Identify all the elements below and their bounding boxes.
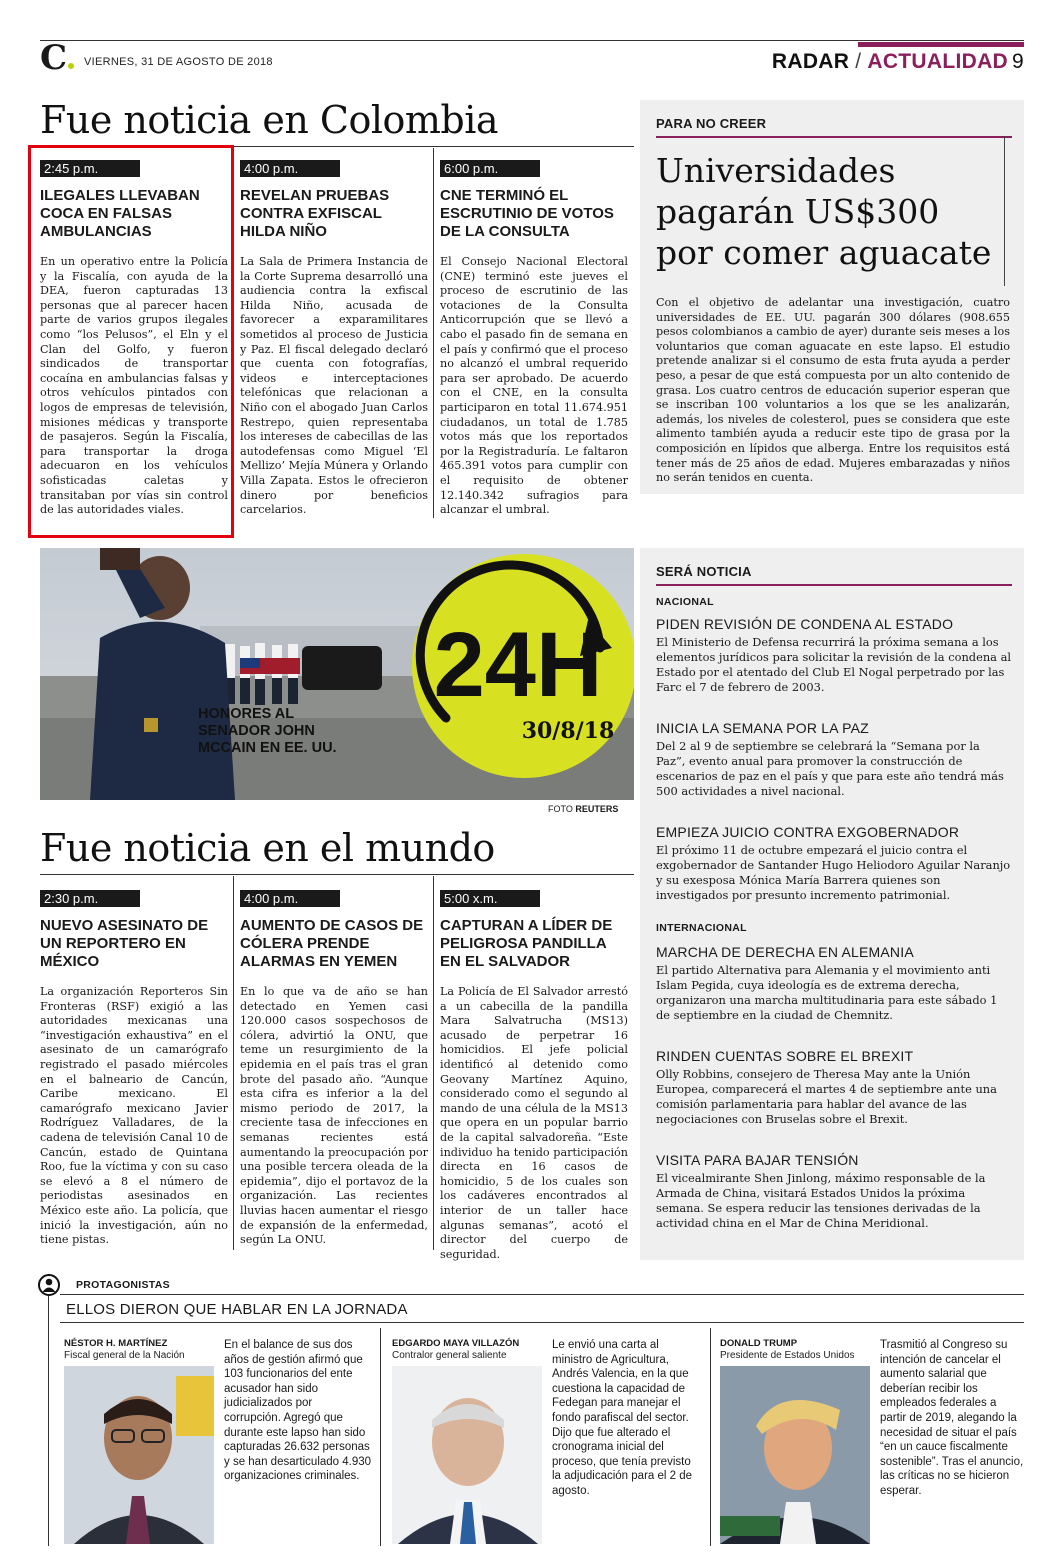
sn-body: El partido Alternativa para Alemania y el movimiento anti Islam Pegida, cuya ideología es de extrema derecha, organizaron una marcha multitudinaria para este sábado 1 de septiembre en la ciudad de Chemnitz. (656, 963, 998, 1022)
person-icon (38, 1274, 60, 1296)
internacional-label: INTERNACIONAL (656, 922, 747, 934)
sn-body: El próximo 11 de octubre empezará el juicio contra el exgobernador de Santander Hugo Heliodoro Aguilar Naranjo y su exesposa Mónica María Barrera quienes son investigados por presunto incremento patrimonial. (656, 843, 1011, 902)
story-time-badge: 5:00 x.m. (440, 890, 540, 907)
story-body: La organización Reporteros Sin Fronteras (RSF) exigió a las autoridades mexicanas una “investigación exhaustiva” en el asesinato de un camarógrafo registrado el pasado miércoles en el balneario de Cancún, Caribe mexicano. El camarógrafo mexicano Javier Rodríguez Valladares, de la cadena de televisión Canal 10 de Cancún, estado de Quintana Roo, fue la víctima y con su caso se elevó a 8 el número de periodistas asesinados en México este año. La policía, que inició la investigación, aún no tiene pistas. (40, 985, 228, 1247)
story-time-badge: 4:00 p.m. (240, 890, 340, 907)
story-headline: CAPTURAN A LÍDER DE PELIGROSA PANDILLA EN EL SALVADOR (440, 917, 613, 970)
internacional-item (656, 1048, 1012, 1127)
protagonistas-rule-2 (60, 1322, 1024, 1323)
sn-body: El vicealmirante Shen Jinlong, máximo responsable de la Armada de China, visitará Estados Unidos la próxima semana. Se espera reducir las tensiones derivadas de la actividad china en el Mar de China Meridional. (656, 1171, 986, 1230)
sera-noticia-panel (640, 548, 1024, 1260)
colombia-story-2 (240, 158, 428, 518)
nacional-item (656, 616, 1012, 695)
column-divider (233, 876, 234, 1250)
protagonistas-side-rule (48, 1296, 49, 1546)
mundo-rule (40, 874, 634, 875)
sn-headline: RINDEN CUENTAS SOBRE EL BREXIT (656, 1048, 914, 1064)
protagonist-photo (64, 1366, 214, 1544)
protagonist-role: Contralor general saliente (392, 1350, 507, 1361)
sn-headline: INICIA LA SEMANA POR LA PAZ (656, 720, 869, 736)
story-headline: ILEGALES LLEVABAN COCA EN FALSAS AMBULANCIAS (40, 187, 200, 240)
story-time-badge: 4:00 p.m. (240, 160, 340, 177)
story-body: En un operativo entre la Policía y la Fiscalía, con ayuda de la DEA, fueron capturadas 13 personas que al parecer hacen parte de varios grupos ilegales como “los Pelusos”, el Eln y el Clan del Golfo, y fueron sindicados de transportar cocaína en ambulancias falsas y otros vehículos pintados con logos de empresas de televisión, misiones médicas y transporte de pasajeros. Según la Fiscalía, para transportar la droga adecuaron en los vehículos sofisticadas caletas y transitaban por vías sin control de las autoridades viales. (40, 255, 228, 517)
protagonist-name: DONALD TRUMP (720, 1338, 798, 1349)
24h-badge-date: 30/8/18 (521, 718, 615, 744)
mundo-story-2 (240, 888, 428, 1248)
highlight-box (28, 145, 234, 538)
panel-side-rule (1004, 136, 1005, 286)
story-body: En lo que va de año se han detectado en Yemen casi 120.000 casos sospechosos de cólera, advirtió la ONU, que teme un resurgimiento de la epidemia en el país tras el gran brote del pasado año. “Aunque esta cifra es inferior a la del mismo periodo de 2017, la creciente tasa de infecciones en semanas recientes está aumentando la preocupación por una posible tercera oleada de la epidemia”, dijo el portavoz de la organización. Las recientes lluvias hacen aumentar el riesgo de expansión de la enfermedad, según La ONU. (240, 985, 428, 1247)
para-no-creer-title: Universidades pagarán US$300 por comer aguacate (656, 151, 992, 272)
sn-headline: VISITA PARA BAJAR TENSIÓN (656, 1152, 859, 1168)
colombia-story-3 (440, 158, 628, 518)
protagonist-photo (720, 1366, 870, 1544)
protagonist-photo (392, 1366, 542, 1544)
protagonist-text: Le envió una carta al ministro de Agricultura, Andrés Valencia, en la que cuestiona la capacidad de Fedegan para manejar el fondo parafiscal del sector. Dijo que fue alterado el cronograma inicial del proceso, que tenía previsto la adjudicación para el 2 de agosto. (552, 1339, 693, 1497)
protagonist-text: En el balance de sus dos años de gestión afirmó que 103 funcionarios del ente acusador han sido judicializados por corrupción. Agregó que durante este lapso han sido capturadas 26.632 personas y se han desarticulado 4.930 organizaciones criminales. (224, 1339, 372, 1483)
story-time-badge: 6:00 p.m. (440, 160, 540, 177)
protagonist-divider (710, 1328, 711, 1546)
mundo-section-title: Fue noticia en el mundo (40, 826, 495, 870)
protagonist-role: Presidente de Estados Unidos (720, 1350, 855, 1361)
story-body: La Policía de El Salvador arrestó a un cabecilla de la pandilla Mara Salvatrucha (MS13) acusado de perpetrar 16 homicidios. El jefe policial identificó al detenido como Geovany Martínez Aquino, considerado como el segundo al mando de una célula de la MS13 que opera en un popular barrio de la capital salvadoreña. “Este individuo ha tenido participación directa en 16 casos de homicidio, 5 de los cuales son los cadáveres encontrados al interior de un taller hace algunas semanas”, acotó el director del cuerpo de seguridad. (440, 985, 628, 1261)
section-actualidad: ACTUALIDAD (867, 50, 1009, 73)
nacional-label: NACIONAL (656, 596, 714, 608)
column-divider (433, 876, 434, 1250)
sn-body: El Ministerio de Defensa recurrirá la próxima semana a los elementos jurídicos para solicitar la revisión de la condena al Estado por el atentado del Club El Nogal perpetrado por las Farc el 7 de febrero de 2003. (656, 635, 1012, 694)
24h-badge-text: 24H (433, 614, 603, 716)
photo-illustration (40, 548, 634, 800)
mundo-story-1 (40, 888, 228, 1248)
story-body: La Sala de Primera Instancia de la Corte Suprema desarrolló una audiencia contra la exfiscal Hilda Niño, acusada de favorecer a exparamilitares sometidos al proceso de Justicia y Paz. El fiscal delegado declaró que cuenta con fotografías, videos e interceptaciones telefónicas que relacionan a Niño con el abogado Juan Carlos Restrepo, quien representaba los intereses de cabecillas de las autodefensas como Miguel ‘El Mellizo’ Mejía Múnera y Orlando Villa Zapata. Estos le ofrecieron dinero por beneficios carcelarios. (240, 255, 428, 517)
protagonistas-rule (60, 1294, 1024, 1295)
story-body: El Consejo Nacional Electoral (CNE) terminó este jueves el proceso de escrutinio de las votaciones de la Consulta Anticorrupción que se llevó a cabo el pasado fin de semana en el país y confirmó que el proceso no alcanzó el umbral requerido para ser aprobado. De acuerdo con el CNE, en la consulta participaron en total 11.674.951 ciudadanos, un total de 1.785 votos más que los reportados por la Registraduría. Le faltaron 465.391 votos para cumplir con el requisito de obtener 12.140.342 sufragios para alcanzar el umbral. (440, 255, 628, 517)
kicker-accent-line (656, 584, 1012, 586)
story-time-badge: 2:45 p.m. (40, 160, 140, 177)
photo-credit: FOTO REUTERS (548, 804, 619, 814)
internacional-item (656, 1152, 1012, 1231)
sn-headline: MARCHA DE DERECHA EN ALEMANIA (656, 944, 914, 960)
top-rule (40, 40, 1024, 41)
photo-caption: HONORES AL SENADOR JOHN MCCAIN EN EE. UU. (198, 706, 337, 756)
mccain-honors-photo (40, 548, 634, 800)
logo-dot-icon (68, 63, 74, 69)
page-number: 9 (1012, 50, 1024, 73)
mundo-story-3 (440, 888, 628, 1262)
sn-body: Olly Robbins, consejero de Theresa May ante la Unión Europea, comparecerá el martes 4 de septiembre ante una comisión parlamentaria para hablar del avance de las negociaciones con Bruselas sobre el Brexit. (656, 1067, 997, 1126)
sn-headline: PIDEN REVISIÓN DE CONDENA AL ESTADO (656, 616, 954, 632)
protagonist-name: NÉSTOR H. MARTÍNEZ (64, 1338, 168, 1349)
story-headline: REVELAN PRUEBAS CONTRA EXFISCAL HILDA NIÑO (240, 187, 390, 240)
protagonistas-subtitle: ELLOS DIERON QUE HABLAR EN LA JORNADA (66, 1301, 408, 1318)
protagonist-text: Trasmitió al Congreso su intención de cancelar el aumento salarial que deberían recibir los empleados federales a partir de 2019, alegando la necesidad de situar el país “en un cauce fiscalmente sostenible”. Tras el anuncio, las críticas no se hicieron esperar. (880, 1339, 1024, 1497)
colombia-section-title: Fue noticia en Colombia (40, 98, 499, 142)
newspaper-logo: C (40, 40, 74, 76)
story-time-badge: 2:30 p.m. (40, 890, 140, 907)
protagonist-role: Fiscal general de la Nación (64, 1350, 185, 1361)
nacional-item (656, 720, 1012, 799)
issue-date: VIERNES, 31 DE AGOSTO DE 2018 (84, 56, 273, 68)
section-accent-bar (858, 42, 1024, 47)
story-headline: CNE TERMINÓ EL ESCRUTINIO DE VOTOS DE LA CONSULTA (440, 187, 614, 240)
protagonistas-kicker: PROTAGONISTAS (76, 1279, 170, 1291)
internacional-item (656, 944, 1012, 1023)
protagonist-divider (380, 1328, 381, 1546)
section-radar: RADAR (771, 50, 850, 73)
para-no-creer-panel (640, 100, 1024, 494)
para-no-creer-body: Con el objetivo de adelantar una investigación, cuatro universidades de EE. UU. pagarán 300 dólares (908.655 pesos colombianos a cambio de ayer) durante seis meses a los voluntarios que coman aguacate en este lapso. El estudio pretende analizar si el consumo de esta fruta ayuda a perder peso, a pesar de que está compuesta por un alto contenido de grasa. Los cuatro centros de educación superior esperan que se inscriban 100 voluntarios a los que se les analizarán, además, los niveles de colesterol, pues se considera que este alimento también ayuda a reducir este tipo de grasa por la composición en lípidos que alberga. Entre los requisitos está tener más de 25 años de edad. Mujeres embarazadas y niños no serán tenidos en cuenta. (656, 296, 1010, 485)
story-headline: NUEVO ASESINATO DE UN REPORTERO EN MÉXICO (40, 917, 209, 970)
nacional-item (656, 824, 1012, 903)
protagonist-name: EDGARDO MAYA VILLAZÓN (392, 1338, 520, 1349)
sera-noticia-kicker: SERÁ NOTICIA (656, 564, 752, 579)
story-headline: AUMENTO DE CASOS DE CÓLERA PRENDE ALARMAS EN YEMEN (240, 917, 424, 970)
sn-headline: EMPIEZA JUICIO CONTRA EXGOBERNADOR (656, 824, 960, 840)
section-label (772, 50, 1024, 74)
column-divider (433, 148, 434, 518)
section-separator: / (855, 50, 862, 73)
kicker-accent-line (656, 136, 1012, 138)
para-no-creer-kicker: PARA NO CREER (656, 116, 767, 131)
sn-body: Del 2 al 9 de septiembre se celebrará la “Semana por la Paz”, evento anual para promover la construcción de escenarios de paz en el país y que para este año tendrá más 500 actividades a nivel nacional. (656, 739, 1004, 798)
